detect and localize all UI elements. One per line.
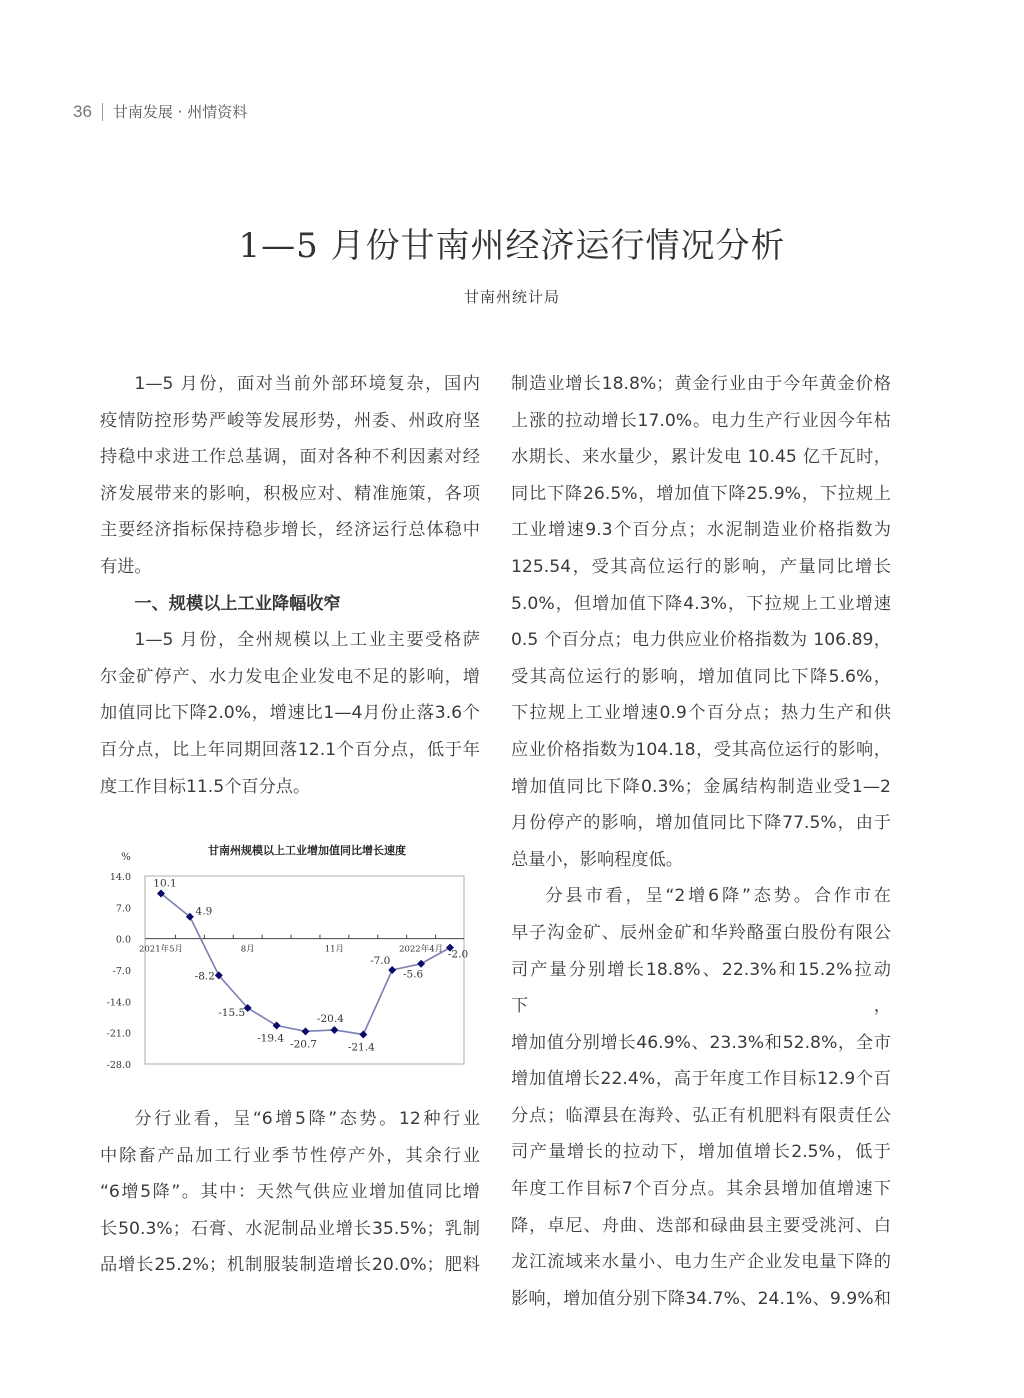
text-line: 增加值同比下降0.3%；金属结构制造业受1—2 [511, 776, 891, 797]
y-tick-label: -14.0 [106, 997, 131, 1009]
text-line: 年度工作目标7个百分点。其余县增加值增速下 [511, 1179, 891, 1200]
data-label: 10.1 [153, 877, 177, 890]
industry-paragraph [100, 1101, 480, 1284]
text-line: 中除畜产品加工行业季节性停产外，其余行业 [100, 1145, 480, 1166]
chart-title: 甘南州规模以上工业增加值同比增长速度 [208, 844, 406, 857]
article-title: 1—5 月份甘南州经济运行情况分析 [238, 226, 786, 266]
line-chart [104, 836, 474, 1082]
text-line: 0.5 个百分点；电力供应业价格指数为 106.89， [511, 630, 891, 651]
text-line: 持稳中求进工作总基调，面对各种不利因素对经 [100, 447, 480, 468]
text-line: 月份停产的影响，增加值同比下降77.5%，由于 [511, 813, 891, 834]
text-line: 总量小，影响程度低。 [511, 849, 683, 870]
text-line: 应业价格指数为104.18，受其高位运行的影响， [511, 739, 891, 760]
text-line: 制造业增长18.8%；黄金行业由于今年黄金价格 [511, 374, 891, 394]
header-divider [102, 103, 103, 121]
text-line: 疫情防控形势严峻等发展形势，州委、州政府坚 [100, 410, 480, 431]
text-line: 影响，增加值分别下降34.7%、24.1%、9.9%和 [511, 1288, 891, 1309]
data-label: 4.9 [195, 905, 213, 918]
page-number: 36 [73, 101, 92, 121]
text-line: 司产量分别增长18.8%、22.3%和15.2%拉动下， [511, 959, 891, 1017]
text-line: 龙江流域来水量小、电力生产企业发电量下降的 [511, 1252, 891, 1273]
x-tick-label: 8月 [240, 944, 255, 955]
y-tick-label: 14.0 [109, 872, 131, 883]
y-tick-label: -21.0 [106, 1028, 131, 1040]
left-column-bottom [100, 1101, 480, 1284]
text-line: 受其高位运行的影响，增加值同比下降5.6%， [511, 666, 891, 687]
text-line: 主要经济指标保持稳步增长，经济运行总体稳中 [100, 520, 480, 541]
text-line: 济发展带来的影响，积极应对、精准施策，各项 [100, 483, 480, 504]
data-label: -20.4 [316, 1012, 344, 1025]
x-tick-label: 2021年5月 [138, 944, 184, 955]
x-tick-label: 2022年4月 [399, 944, 444, 955]
article-author: 甘南州统计局 [463, 288, 560, 306]
text-line: 有进。 [100, 556, 152, 577]
data-label: -19.4 [257, 1032, 285, 1045]
county-paragraph [511, 878, 891, 1317]
text-line: 长50.3%；石膏、水泥制品业增长35.5%；乳制 [100, 1218, 480, 1239]
section-heading: 一、规模以上工业降幅收窄 [134, 593, 341, 614]
text-line: 分县市看，呈“2增6降”态势。合作市在 [545, 886, 891, 907]
text-line: 增加值分别增长46.9%、23.3%和52.8%，全市 [511, 1032, 891, 1053]
text-line: 工业增速9.3个百分点；水泥制造业价格指数为 [511, 520, 891, 541]
y-tick-label: 7.0 [115, 903, 131, 915]
text-line: 增加值增长22.4%，高于年度工作目标12.9个百 [511, 1069, 891, 1090]
text-line: 1—5 月份，全州规模以上工业主要受格萨 [134, 630, 480, 651]
publication-name: 甘南发展 · 州情资料 [112, 103, 248, 121]
data-label: -2.0 [447, 948, 469, 961]
x-tick-label: 11月 [324, 944, 345, 955]
right-paragraph-1 [511, 366, 891, 878]
text-line: 百分点，比上年同期回落12.1个百分点，低于年 [100, 739, 480, 760]
text-line: 司产量增长的拉动下，增加值增长2.5%，低于 [511, 1142, 891, 1163]
text-line: 分行业看，呈“6增5降”态势。12种行业 [134, 1109, 480, 1129]
text-line: 上涨的拉动增长17.0%。电力生产行业因今年枯 [511, 410, 891, 431]
text-line: 下拉规上工业增速0.9个百分点；热力生产和供 [511, 703, 891, 724]
y-tick-label: -7.0 [112, 966, 131, 977]
intro-paragraph [100, 366, 480, 586]
text-line: 品增长25.2%；机制服装制造增长20.0%；肥料 [100, 1255, 480, 1276]
text-line: 加值同比下降2.0%，增速比1—4月份止落3.6个 [100, 703, 480, 724]
text-line: 分点；临潭县在海羚、弘正有机肥料有限责任公 [511, 1105, 891, 1126]
y-tick-label: 0.0 [115, 934, 131, 946]
data-label: -5.6 [402, 968, 424, 981]
running-head [73, 101, 247, 122]
y-axis-label: % [121, 852, 131, 863]
text-line: 同比下降26.5%，增加值下降25.9%，下拉规上 [511, 483, 891, 504]
text-line: 早子沟金矿、辰州金矿和华羚酪蛋白股份有限公 [511, 922, 891, 943]
data-label: -8.2 [194, 970, 215, 983]
text-line: 尔金矿停产、水力发电企业发电不足的影响，增 [100, 666, 480, 687]
text-line: 1—5 月份，面对当前外部环境复杂，国内 [134, 374, 480, 394]
y-tick-label: -28.0 [106, 1060, 131, 1071]
section1-paragraph [100, 622, 480, 805]
text-line: 125.54，受其高位运行的影响，产量同比增长 [511, 556, 891, 577]
data-label: -21.4 [347, 1041, 375, 1054]
text-line: 5.0%，但增加值下降4.3%，下拉规上工业增速 [511, 593, 891, 614]
left-column-top [100, 366, 480, 805]
chart-svg [104, 836, 474, 1082]
text-line: 降，卓尼、舟曲、迭部和碌曲县主要受洮河、白 [511, 1215, 891, 1236]
text-line: 度工作目标11.5个百分点。 [100, 776, 311, 797]
text-line: “6增5降”。其中：天然气供应业增加值同比增 [100, 1182, 480, 1203]
right-column [511, 366, 891, 1317]
data-label: -7.0 [370, 955, 391, 967]
data-label: -15.5 [218, 1007, 246, 1020]
text-line: 水期长、来水量少，累计发电 10.45 亿千瓦时， [511, 447, 891, 468]
data-label: -20.7 [290, 1038, 317, 1051]
